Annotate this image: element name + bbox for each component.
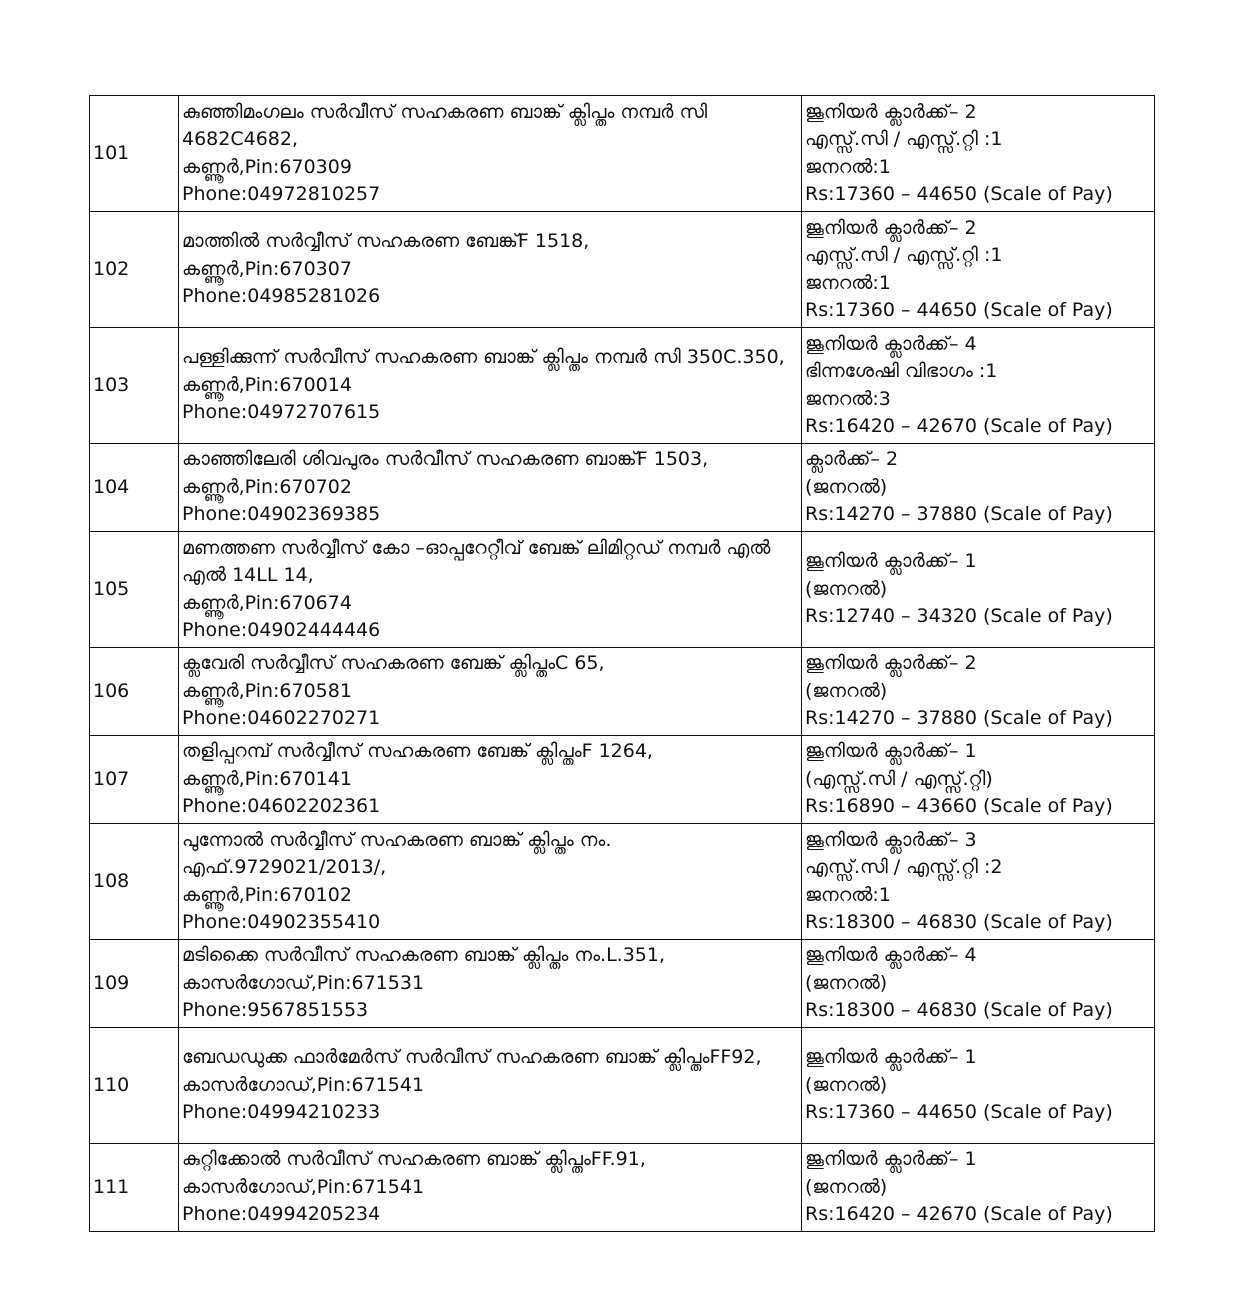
post-details-cell [802, 940, 1155, 1028]
vacancy-category: ഭിന്നശേഷി വിഭാഗം :1 [805, 360, 998, 382]
table-row [90, 96, 1155, 212]
table-row [90, 736, 1155, 824]
vacancy-category: (ജനറൽ) [805, 971, 888, 994]
vacancy-category: (ജനറൽ) [805, 475, 888, 498]
post-details-cell [802, 824, 1155, 940]
vacancy-category: (ജനറൽ) [805, 577, 888, 600]
bank-phone: Phone:04972707615 [182, 401, 381, 424]
bank-phone: Phone:04972810257 [182, 183, 381, 205]
bank-details-cell [179, 940, 802, 1028]
post-name: ജൂനിയർ ക്ലാർക്ക്– 1 [805, 550, 977, 573]
bank-details-cell [179, 824, 802, 940]
serial-number-cell: 104 [90, 444, 179, 532]
pay-scale: Rs:18300 – 46830 (Scale of Pay) [805, 911, 1113, 933]
table-row [90, 532, 1155, 648]
post-details-cell [802, 1144, 1155, 1232]
post-name: ജൂനിയർ ക്ലാർക്ക്– 2 [805, 100, 977, 123]
bank-name: കുഞ്ഞിമംഗലം സർവീസ് സഹകരണ ബാങ്ക് ക്ലിപ്തം നമ്പർ സി 4682C4682, [182, 100, 708, 150]
vacancy-category: എസ്സ്.സി / എസ്സ്.റ്റി :1 [805, 128, 1003, 150]
post-name: ജൂനിയർ ക്ലാർക്ക്– 1 [805, 1046, 977, 1069]
post-name: ജൂനിയർ ക്ലാർക്ക്– 3 [805, 828, 977, 851]
table-row [90, 1028, 1155, 1144]
vacancy-category: (ജനറൽ) [805, 1175, 888, 1198]
serial-number-cell: 105 [90, 532, 179, 648]
post-details-cell [802, 648, 1155, 736]
table-row [90, 824, 1155, 940]
post-name: ജൂനിയർ ക്ലാർക്ക്– 4 [805, 944, 977, 967]
bank-phone: Phone:04602270271 [182, 707, 381, 730]
post-name: ജൂനിയർ ക്ലാർക്ക്– 4 [805, 332, 977, 355]
bank-name: പുന്നോൽ സർവ്വീസ് സഹകരണ ബാങ്ക് ക്ലിപ്തം നം. എഫ്.9729021/2013/, [182, 828, 612, 878]
serial-number-cell: 111 [90, 1144, 179, 1232]
post-details-cell [802, 328, 1155, 444]
bank-phone: Phone:9567851553 [182, 999, 369, 1022]
pay-scale: Rs:14270 – 37880 (Scale of Pay) [805, 503, 1113, 526]
pay-scale: Rs:16420 – 42670 (Scale of Pay) [805, 415, 1113, 437]
pay-scale: Rs:17360 – 44650 (Scale of Pay) [805, 183, 1113, 205]
bank-name: മണത്തണ സർവ്വീസ് കോ –ഓപ്പറേറ്റീവ് ബേങ്ക് ലിമിറ്റഡ് നമ്പർ എൽ എൽ 14LL 14, [182, 536, 771, 586]
vacancy-category: (ജനറൽ) [805, 679, 888, 702]
serial-number-cell: 110 [90, 1028, 179, 1144]
bank-district-pin: കണ്ണൂർ,Pin:670581 [182, 679, 352, 702]
bank-phone: Phone:04902369385 [182, 503, 381, 526]
pay-scale: Rs:12740 – 34320 (Scale of Pay) [805, 605, 1113, 628]
bank-district-pin: കണ്ണൂർ,Pin:670309 [182, 155, 352, 178]
post-details-cell [802, 444, 1155, 532]
bank-phone: Phone:04602202361 [182, 795, 381, 818]
bank-details-cell [179, 212, 802, 328]
bank-name: കുറ്റിക്കോൽ സർവീസ് സഹകരണ ബാങ്ക് ക്ലിപ്തംFF.91, [182, 1148, 646, 1171]
bank-details-cell [179, 1144, 802, 1232]
bank-details-cell [179, 736, 802, 824]
post-details-cell [802, 96, 1155, 212]
table-row [90, 940, 1155, 1028]
bank-details-cell [179, 532, 802, 648]
post-name: ജൂനിയർ ക്ലാർക്ക്– 2 [805, 216, 977, 239]
pay-scale: Rs:18300 – 46830 (Scale of Pay) [805, 999, 1113, 1022]
bank-phone: Phone:04902355410 [182, 911, 381, 933]
bank-phone: Phone:04994210233 [182, 1101, 381, 1124]
vacancy-category: എസ്സ്.സി / എസ്സ്.റ്റി :1 [805, 244, 1003, 266]
vacancy-category: ജനറൽ:1 [805, 155, 891, 178]
bank-details-cell [179, 444, 802, 532]
post-name: ജൂനിയർ ക്ലാർക്ക്– 1 [805, 740, 977, 763]
bank-name: തളിപ്പറമ്പ് സർവ്വീസ് സഹകരണ ബേങ്ക് ക്ലിപ്തംF 1264, [182, 740, 653, 763]
bank-details-cell [179, 1028, 802, 1144]
pay-scale: Rs:17360 – 44650 (Scale of Pay) [805, 1101, 1113, 1124]
vacancy-table [89, 95, 1155, 1232]
serial-number-cell: 108 [90, 824, 179, 940]
serial-number-cell: 107 [90, 736, 179, 824]
bank-phone: Phone:04902444446 [182, 619, 381, 641]
pay-scale: Rs:16420 – 42670 (Scale of Pay) [805, 1203, 1113, 1226]
bank-name: പള്ളിക്കുന്ന് സർവീസ് സഹകരണ ബാങ്ക് ക്ലിപ്തം നമ്പർ സി 350C.350, [182, 346, 785, 369]
bank-details-cell [179, 648, 802, 736]
bank-district-pin: കണ്ണൂർ,Pin:670102 [182, 883, 352, 906]
serial-number-cell: 101 [90, 96, 179, 212]
bank-phone: Phone:04994205234 [182, 1203, 381, 1226]
table-row [90, 1144, 1155, 1232]
bank-district-pin: കാസർഗോഡ്,Pin:671541 [182, 1175, 425, 1198]
table-row [90, 444, 1155, 532]
post-details-cell [802, 212, 1155, 328]
serial-number-cell: 106 [90, 648, 179, 736]
bank-district-pin: കണ്ണൂർ,Pin:670674 [182, 591, 352, 614]
bank-name: മടിക്കൈ സർവീസ് സഹകരണ ബാങ്ക് ക്ലിപ്തം നം.L.351, [182, 944, 665, 967]
table-row [90, 648, 1155, 736]
table-row [90, 212, 1155, 328]
bank-name: മാത്തിൽ സർവ്വീസ് സഹകരണ ബേങ്ക്F 1518, [182, 230, 590, 253]
post-details-cell [802, 532, 1155, 648]
vacancy-category: (ജനറൽ) [805, 1073, 888, 1096]
table-row [90, 328, 1155, 444]
post-name: ജൂനിയർ ക്ലാർക്ക്– 1 [805, 1148, 977, 1171]
bank-district-pin: കണ്ണൂർ,Pin:670307 [182, 257, 352, 280]
post-name: ക്ലാർക്ക്– 2 [805, 448, 899, 471]
bank-district-pin: കാസർഗോഡ്,Pin:671541 [182, 1073, 425, 1096]
post-details-cell [802, 736, 1155, 824]
pay-scale: Rs:14270 – 37880 (Scale of Pay) [805, 707, 1113, 730]
pay-scale: Rs:17360 – 44650 (Scale of Pay) [805, 299, 1113, 321]
vacancy-category: എസ്സ്.സി / എസ്സ്.റ്റി :2 [805, 856, 1003, 878]
post-details-cell [802, 1028, 1155, 1144]
bank-district-pin: കണ്ണൂർ,Pin:670014 [182, 373, 352, 396]
post-name: ജൂനിയർ ക്ലാർക്ക്– 2 [805, 652, 977, 675]
bank-details-cell [179, 328, 802, 444]
serial-number-cell: 109 [90, 940, 179, 1028]
bank-details-cell [179, 96, 802, 212]
serial-number-cell: 103 [90, 328, 179, 444]
vacancy-category: (എസ്സ്.സി / എസ്സ്.റ്റി) [805, 767, 993, 790]
vacancy-category: ജനറൽ:3 [805, 387, 891, 410]
bank-district-pin: കാസർഗോഡ്,Pin:671531 [182, 971, 425, 994]
bank-name: ക്ലവേരി സർവ്വീസ് സഹകരണ ബേങ്ക് ക്ലിപ്തംC 65, [182, 652, 605, 675]
bank-phone: Phone:04985281026 [182, 285, 381, 308]
bank-district-pin: കണ്ണൂർ,Pin:670702 [182, 475, 352, 498]
serial-number-cell: 102 [90, 212, 179, 328]
bank-name: കാഞ്ഞിലേരി ശിവപുരം സർവീസ് സഹകരണ ബാങ്ക്F 1503, [182, 448, 709, 471]
vacancy-table-body [90, 96, 1155, 1232]
bank-district-pin: കണ്ണൂർ,Pin:670141 [182, 767, 352, 790]
vacancy-category: ജനറൽ:1 [805, 271, 891, 294]
bank-name: ബേഡഡുക്ക ഫാർമേർസ് സർവീസ് സഹകരണ ബാങ്ക് ക്ലിപ്തംFF92, [182, 1046, 762, 1069]
vacancy-category: ജനറൽ:1 [805, 883, 891, 906]
pay-scale: Rs:16890 – 43660 (Scale of Pay) [805, 795, 1113, 818]
